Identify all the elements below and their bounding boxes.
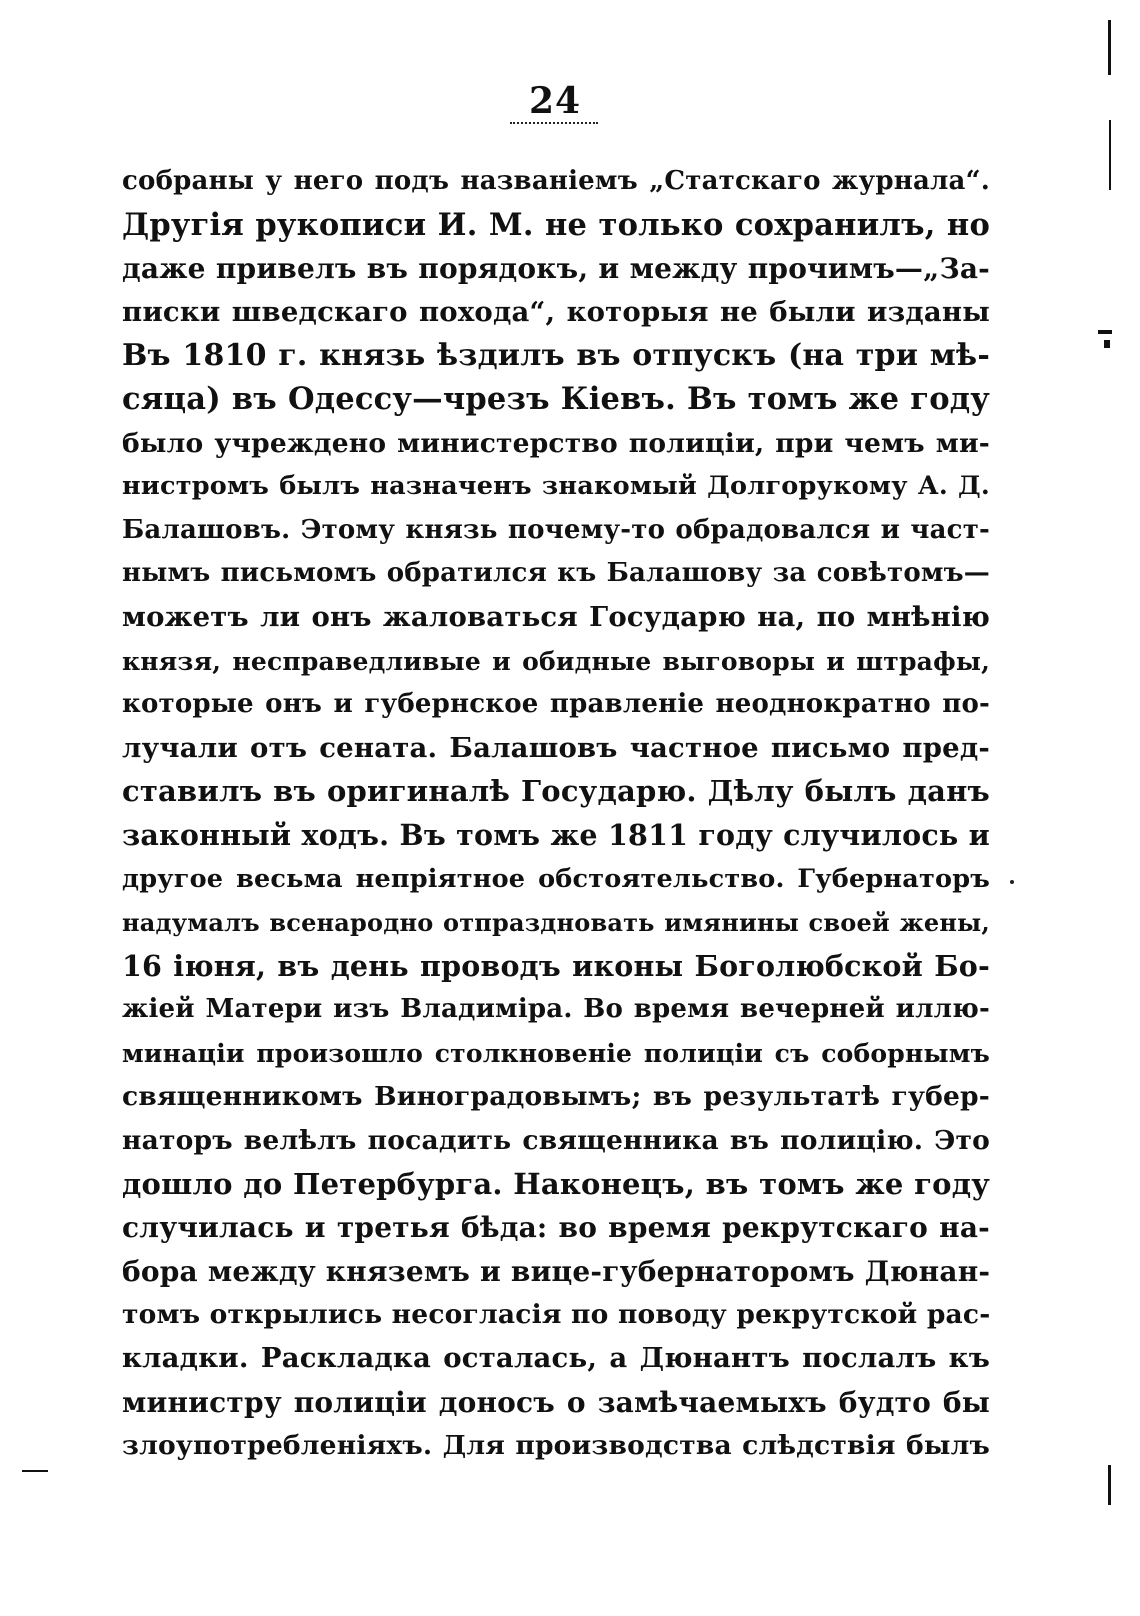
text-line: которые онъ и губернское правленіе неоднократно по- xyxy=(122,689,990,720)
scan-edge-mark xyxy=(1109,120,1111,190)
scan-edge-mark xyxy=(1098,330,1112,334)
scan-edge-mark xyxy=(22,1470,48,1472)
text-line: надумалъ всенародно отпраздновать имянины своей жены, xyxy=(122,908,990,938)
text-line: законный ходъ. Въ томъ же 1811 году случилось и xyxy=(122,817,990,852)
scan-edge-mark xyxy=(1104,340,1110,348)
scan-edge-mark xyxy=(1108,20,1111,75)
text-line: лучали отъ сената. Балашовъ частное письмо пред- xyxy=(122,731,990,764)
text-line: министру полиціи доносъ о замѣчаемыхъ будто бы xyxy=(122,1385,990,1419)
text-line: было учреждено министерство полиціи, при чемъ ми- xyxy=(122,427,990,459)
text-line: писки шведскаго похода“, которыя не были изданы xyxy=(122,295,990,328)
text-line: священникомъ Виноградовымъ; въ результатѣ губер- xyxy=(122,1081,990,1113)
text-line: собраны у него подъ названіемъ „Статскаго журнала“. xyxy=(122,166,990,196)
text-line: томъ открылись несогласія по поводу рекрутской рас- xyxy=(122,1299,991,1331)
text-line: минаціи произошло столкновеніе полиціи съ соборнымъ xyxy=(122,1038,990,1068)
text-line: нистромъ былъ назначенъ знакомый Долгорукому А. Д. xyxy=(122,471,990,502)
text-line: 16 іюня, въ день проводъ иконы Боголюбской Бо- xyxy=(122,948,990,983)
text-line: ставилъ въ оригиналѣ Государю. Дѣлу былъ данъ xyxy=(122,774,990,809)
text-line: другое весьма непріятное обстоятельство. Губернаторъ xyxy=(122,863,990,894)
text-line: случилась и третья бѣда: во время рекрутскаго на- xyxy=(122,1211,990,1245)
text-line: нымъ письмомъ обратился къ Балашову за совѣтомъ— xyxy=(122,558,990,589)
text-line: можетъ ли онъ жаловаться Государю на, по мнѣнію xyxy=(122,600,990,633)
text-line: наторъ велѣлъ посадить священника въ полицію. Это xyxy=(122,1125,990,1157)
scan-speck xyxy=(1010,880,1014,884)
text-line: сяца) въ Одессу—чрезъ Кіевъ. Въ томъ же году xyxy=(122,380,990,417)
text-line: жіей Матери изъ Владиміра. Во время вечерней иллю- xyxy=(122,994,990,1025)
text-line: дошло до Петербурга. Наконецъ, въ томъ же году xyxy=(122,1166,990,1201)
text-line: бора между княземъ и вице-губернаторомъ Дюнан- xyxy=(122,1254,991,1288)
scan-edge-mark xyxy=(1108,1465,1111,1505)
page-number-rule xyxy=(510,122,598,124)
text-line: князя, несправедливые и обидные выговоры и штрафы, xyxy=(122,646,990,676)
text-line: Въ 1810 г. князь ѣздилъ въ отпускъ (на три мѣ- xyxy=(122,338,990,374)
text-line: даже привелъ въ порядокъ, и между прочимъ—„За- xyxy=(122,252,990,286)
page-number: 24 xyxy=(528,80,582,122)
text-line: Другія рукописи И. М. не только сохранилъ, но xyxy=(122,206,990,243)
text-line: злоупотребленіяхъ. Для производства слѣдствія былъ xyxy=(122,1430,990,1462)
text-line: кладки. Раскладка осталась, а Дюнантъ послалъ къ xyxy=(122,1342,990,1375)
body-text xyxy=(122,160,990,1468)
text-line: Балашовъ. Этому князь почему-то обрадовался и част- xyxy=(122,514,990,545)
